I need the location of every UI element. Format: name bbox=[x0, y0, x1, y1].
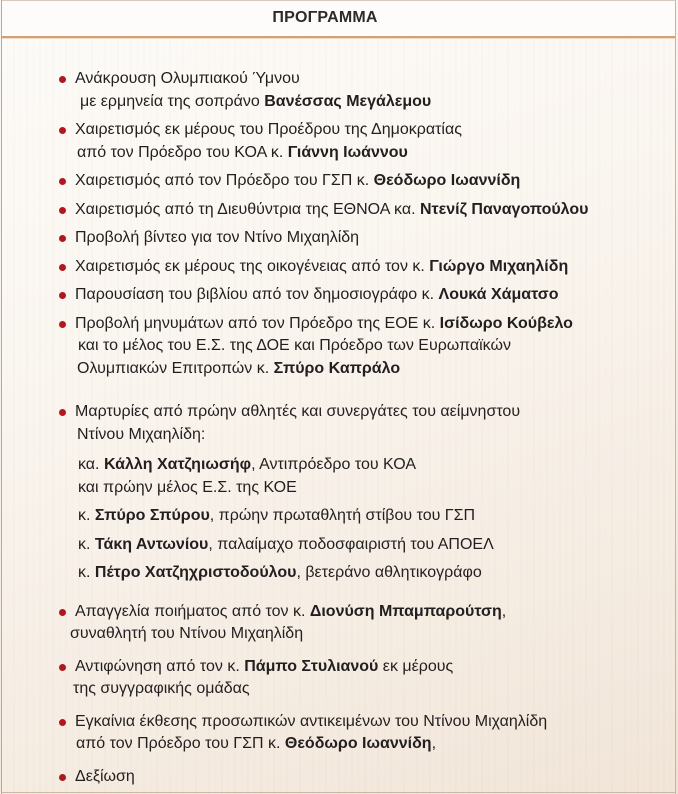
bullet-icon bbox=[59, 774, 66, 781]
person-name: Λουκά Χάματσο bbox=[438, 286, 559, 303]
honorific: κ. bbox=[78, 507, 95, 524]
person-name: Κάλλη Χατζηιωσήφ bbox=[103, 456, 252, 473]
program-list bbox=[0, 68, 678, 794]
person-name: Σπύρο Σπύρου bbox=[94, 507, 210, 524]
item-line bbox=[75, 401, 678, 424]
program-item-response bbox=[0, 656, 678, 701]
item-line bbox=[78, 454, 678, 477]
person-role: , πρώην πρωταθλητή στίβου του ΓΣΠ bbox=[209, 507, 476, 524]
item-line bbox=[73, 678, 678, 701]
item-line bbox=[75, 199, 678, 222]
bullet-icon bbox=[59, 76, 66, 83]
person-name: Διονύση Μπαμπαρούτση bbox=[309, 602, 502, 620]
item-text: συναθλητή του Ντίνου Μιχαηλίδη bbox=[70, 625, 304, 642]
person-role: , βετεράνο αθλητικογράφο bbox=[296, 564, 482, 581]
item-text: Δεξίωση bbox=[75, 767, 135, 785]
program-title: ΠΡΟΓΡΑΜΜΑ bbox=[272, 9, 378, 26]
item-line bbox=[78, 477, 678, 500]
program-item-messages bbox=[0, 313, 678, 381]
item-line bbox=[75, 284, 678, 307]
item-line bbox=[78, 505, 678, 528]
item-text: Χαιρετισμός από τη Διευθύντρια της ΕΘΝΟΑ κα. bbox=[75, 200, 420, 218]
item-text: , bbox=[431, 735, 437, 752]
program-header bbox=[2, 0, 675, 36]
item-text: Παρουσίαση του βιβλίου από τον δημοσιογράφο κ. bbox=[75, 286, 439, 303]
honorific: κα. bbox=[78, 456, 104, 473]
bullet-icon bbox=[59, 207, 66, 214]
item-line bbox=[75, 358, 678, 381]
item-text: Προβολή βίντεο για τον Ντίνο Μιχαηλίδη bbox=[75, 229, 360, 246]
witness-entry bbox=[75, 562, 678, 585]
honorific: κ. bbox=[78, 535, 95, 553]
item-text: και το μέλος του Ε.Σ. της ΔΟΕ και Πρόεδρο των Ευρωπαϊκών bbox=[78, 337, 511, 354]
witness-list bbox=[75, 454, 678, 585]
item-line bbox=[75, 142, 678, 165]
item-text: Χαιρετισμός εκ μέρους του Προέδρου της Δημοκρατίας bbox=[75, 121, 462, 138]
item-text: με ερμηνεία της σοπράνο bbox=[80, 92, 265, 110]
item-text: Χαιρετισμός εκ μέρους της οικογένειας από τον κ. bbox=[75, 257, 430, 275]
item-line bbox=[75, 335, 678, 358]
item-text: Ντίνου Μιχαηλίδη: bbox=[77, 425, 206, 443]
item-line bbox=[75, 313, 678, 336]
person-role: , Αντιπρόεδρο του ΚΟΑ bbox=[251, 456, 417, 473]
program-item-exhibition-opening bbox=[0, 711, 678, 756]
person-role: , παλαίμαχο ποδοσφαιριστή του ΑΠΟΕΛ bbox=[208, 535, 494, 553]
person-name: Τάκη Αντωνίου bbox=[94, 535, 209, 553]
person-name: Θεόδωρο Ιωαννίδη bbox=[284, 735, 432, 752]
program-item-testimonies bbox=[0, 401, 678, 585]
witness-entry bbox=[75, 454, 678, 499]
item-text: Ανάκρουση Ολυμπιακού Ύμνου bbox=[75, 70, 300, 87]
person-name: Σπύρο Καπράλο bbox=[273, 359, 401, 377]
item-line bbox=[70, 623, 678, 646]
person-name: Θεόδωρο Ιωαννίδη bbox=[373, 172, 521, 189]
person-name: Πάμπο Στυλιανού bbox=[244, 657, 379, 675]
program-item-greeting-ethnoa bbox=[0, 199, 678, 222]
item-text: της συγγραφικής ομάδας bbox=[73, 680, 250, 697]
bullet-icon bbox=[59, 321, 66, 328]
bullet-icon bbox=[59, 264, 66, 271]
item-line bbox=[78, 562, 678, 585]
program-item-greeting-family bbox=[0, 256, 678, 279]
item-text: εκ μέρους bbox=[378, 657, 454, 675]
item-text: , bbox=[501, 602, 507, 620]
bullet-icon bbox=[59, 719, 66, 726]
item-line bbox=[75, 68, 678, 91]
person-name: Γιάννη Ιωάννου bbox=[287, 143, 408, 161]
bullet-icon bbox=[59, 664, 66, 671]
person-role: και πρώην μέλος Ε.Σ. της ΚΟΕ bbox=[78, 478, 297, 496]
item-text: Αντιφώνηση από τον κ. bbox=[75, 657, 245, 675]
item-text: Μαρτυρίες από πρώην αθλητές και συνεργάτες του αείμνηστου bbox=[75, 403, 521, 420]
item-line bbox=[75, 733, 678, 756]
program-item-video bbox=[0, 227, 678, 250]
program-item-greeting-gsp bbox=[0, 170, 678, 193]
item-line bbox=[75, 119, 678, 142]
witness-entry bbox=[75, 505, 678, 528]
item-line bbox=[75, 711, 678, 734]
item-line bbox=[75, 256, 678, 279]
item-line bbox=[75, 424, 678, 447]
bullet-icon bbox=[59, 409, 66, 416]
person-name: Ισίδωρο Κούβελο bbox=[439, 314, 573, 332]
item-text: Ολυμπιακών Επιτροπών κ. bbox=[77, 359, 274, 377]
honorific: κ. bbox=[78, 564, 95, 581]
bullet-icon bbox=[59, 235, 66, 242]
item-line bbox=[75, 170, 678, 193]
item-text: από τον Πρόεδρο του ΓΣΠ κ. bbox=[76, 735, 285, 752]
item-text: Προβολή μηνυμάτων από τον Πρόεδρο της ΕΟΕ κ. bbox=[75, 314, 440, 332]
bullet-icon bbox=[59, 609, 66, 616]
header-divider-shadow bbox=[2, 38, 675, 39]
item-text: από τον Πρόεδρο του ΚΟΑ κ. bbox=[77, 143, 288, 161]
program-item-olympic-anthem bbox=[0, 68, 678, 113]
item-text: Απαγγελία ποιήματος από τον κ. bbox=[75, 602, 310, 620]
bullet-icon bbox=[59, 127, 66, 134]
bullet-icon bbox=[59, 178, 66, 185]
program-item-poem-recital bbox=[0, 601, 678, 646]
program-item-reception bbox=[0, 766, 678, 789]
item-text: Χαιρετισμός από τον Πρόεδρο του ΓΣΠ κ. bbox=[75, 172, 374, 189]
item-line bbox=[75, 227, 678, 250]
program-item-greeting-president-republic bbox=[0, 119, 678, 164]
item-line bbox=[75, 601, 678, 624]
person-name: Βανέσσας Μεγάλεμου bbox=[264, 92, 432, 110]
person-name: Γιώργο Μιχαηλίδη bbox=[429, 257, 569, 275]
item-text: Εγκαίνια έκθεσης προσωπικών αντικειμένων του Ντίνου Μιχαηλίδη bbox=[75, 712, 548, 730]
bullet-icon bbox=[59, 292, 66, 299]
item-line bbox=[75, 766, 678, 789]
item-line bbox=[78, 534, 678, 557]
item-line bbox=[75, 656, 678, 679]
item-line bbox=[75, 91, 678, 114]
program-item-book-presentation bbox=[0, 284, 678, 307]
witness-entry bbox=[75, 534, 678, 557]
person-name: Πέτρο Χατζηχριστοδούλου bbox=[94, 564, 297, 581]
person-name: Ντενίζ Παναγοπούλου bbox=[419, 200, 589, 218]
